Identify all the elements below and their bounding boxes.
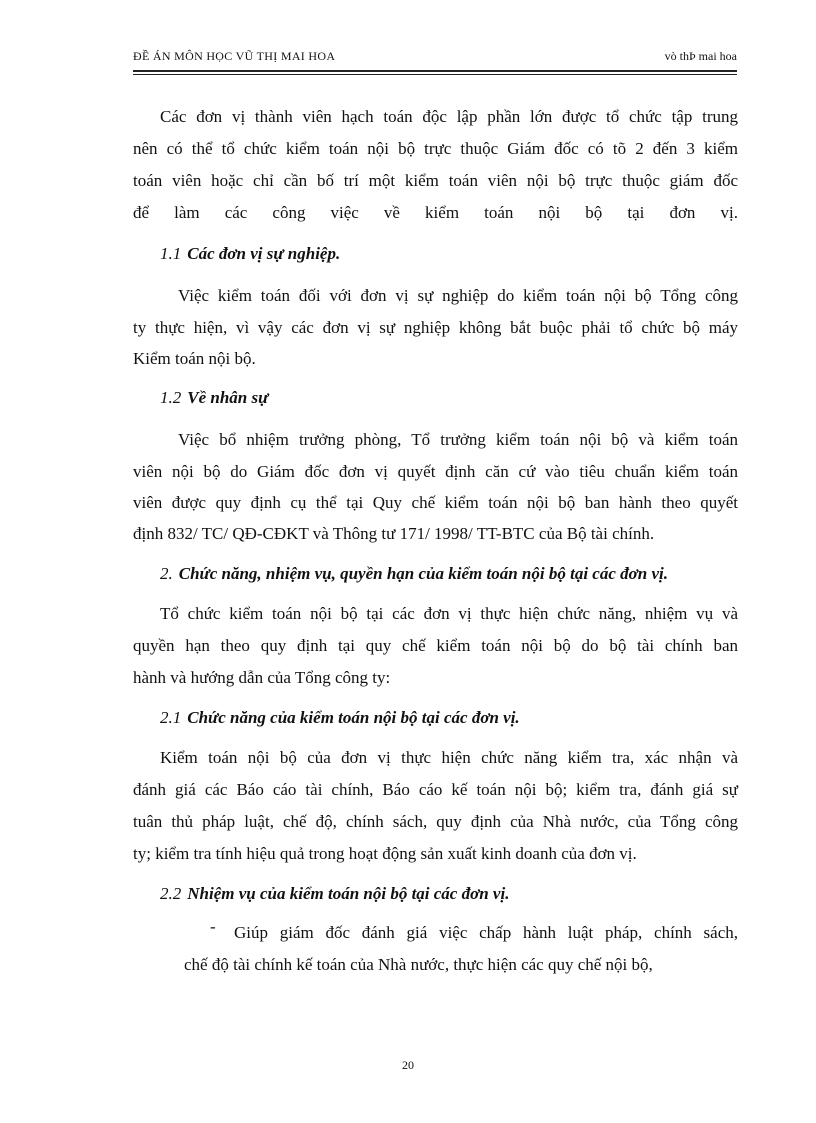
paragraph-line: quyền hạn theo quy định tại quy chế kiểm toán nội bộ do bộ tài chính ban [133, 636, 738, 655]
heading-text: Chức năng, nhiệm vụ, quyền hạn của kiểm toán nội bộ tại các đơn vị. [178, 564, 668, 583]
paragraph-line: nên có thể tổ chức kiểm toán nội bộ trực thuộc Giám đốc có tõ 2 đến 3 kiểm [133, 139, 738, 158]
page-number: 20 [402, 1058, 414, 1072]
bullet-line: chế độ tài chính kế toán của Nhà nước, thực hiện các quy chế nội bộ, [184, 955, 653, 974]
section-heading-2 [160, 564, 750, 584]
header-author: vò thÞ mai hoa [664, 49, 737, 63]
paragraph-line: để làm các công việc về kiểm toán nội bộ tại đơn vị. [133, 203, 738, 222]
paragraph-line: Tổ chức kiểm toán nội bộ tại các đơn vị thực hiện chức năng, nhiệm vụ và [160, 604, 738, 623]
heading-text: Nhiệm vụ của kiểm toán nội bộ tại các đơn vị. [187, 884, 510, 903]
paragraph-line: Kiểm toán nội bộ của đơn vị thực hiện chức năng kiểm tra, xác nhận và [160, 748, 738, 767]
paragraph-line: Các đơn vị thành viên hạch toán độc lập phần lớn được tổ chức tập trung [160, 107, 738, 126]
section-heading-2-2 [160, 884, 750, 904]
heading-number: 1.1 [160, 244, 182, 263]
paragraph-line: hành và hướng dẫn của Tổng công ty: [133, 668, 391, 687]
paragraph-line: ty; kiểm tra tính hiệu quả trong hoạt động sản xuất kinh doanh của đơn vị. [133, 844, 637, 863]
paragraph-line: đánh giá các Báo cáo tài chính, Báo cáo kế toán nội bộ; kiểm tra, đánh giá sự [133, 780, 738, 799]
section-heading-2-1 [160, 708, 750, 728]
paragraph-line: ty thực hiện, vì vậy các đơn vị sự nghiệp không bắt buộc phải tổ chức bộ máy [133, 318, 738, 337]
heading-text: Về nhân sự [187, 388, 269, 407]
paragraph-line: toán viên hoặc chỉ cần bố trí một kiểm toán viên nội bộ trực thuộc giám đốc [133, 171, 738, 190]
paragraph-line: Việc bổ nhiệm trưởng phòng, Tổ trưởng kiểm toán nội bộ và kiểm toán [178, 430, 738, 449]
page-header [133, 49, 737, 69]
header-rule-thin [133, 74, 737, 75]
heading-number: 1.2 [160, 388, 182, 407]
bullet-dash: - [210, 917, 216, 936]
section-heading-1-2 [160, 388, 750, 408]
paragraph-line: Kiểm toán nội bộ. [133, 349, 256, 368]
paragraph-line: Việc kiểm toán đối với đơn vị sự nghiệp do kiểm toán nội bộ Tổng công [178, 286, 738, 305]
heading-number: 2. [160, 564, 173, 583]
header-rule-thick [133, 70, 737, 72]
heading-text: Các đơn vị sự nghiệp. [187, 244, 341, 263]
paragraph-line: viên nội bộ do Giám đốc đơn vị quyết định căn cứ vào tiêu chuẩn kiểm toán [133, 462, 738, 481]
paragraph-line: định 832/ TC/ QĐ-CĐKT và Thông tư 171/ 1998/ TT-BTC của Bộ tài chính. [133, 524, 655, 543]
bullet-line: Giúp giám đốc đánh giá việc chấp hành luật pháp, chính sách, [234, 923, 738, 942]
section-heading-1-1 [160, 244, 750, 264]
heading-text: Chức năng của kiểm toán nội bộ tại các đơn vị. [187, 708, 520, 727]
heading-number: 2.1 [160, 708, 182, 727]
paragraph-line: viên được quy định cụ thể tại Quy chế kiểm toán nội bộ ban hành theo quyết [133, 493, 738, 512]
header-title: ĐỀ ÁN MÔN HỌC VŨ THỊ MAI HOA [133, 49, 336, 63]
paragraph-line: tuân thủ pháp luật, chế độ, chính sách, quy định của Nhà nước, của Tổng công [133, 812, 738, 831]
heading-number: 2.2 [160, 884, 182, 903]
